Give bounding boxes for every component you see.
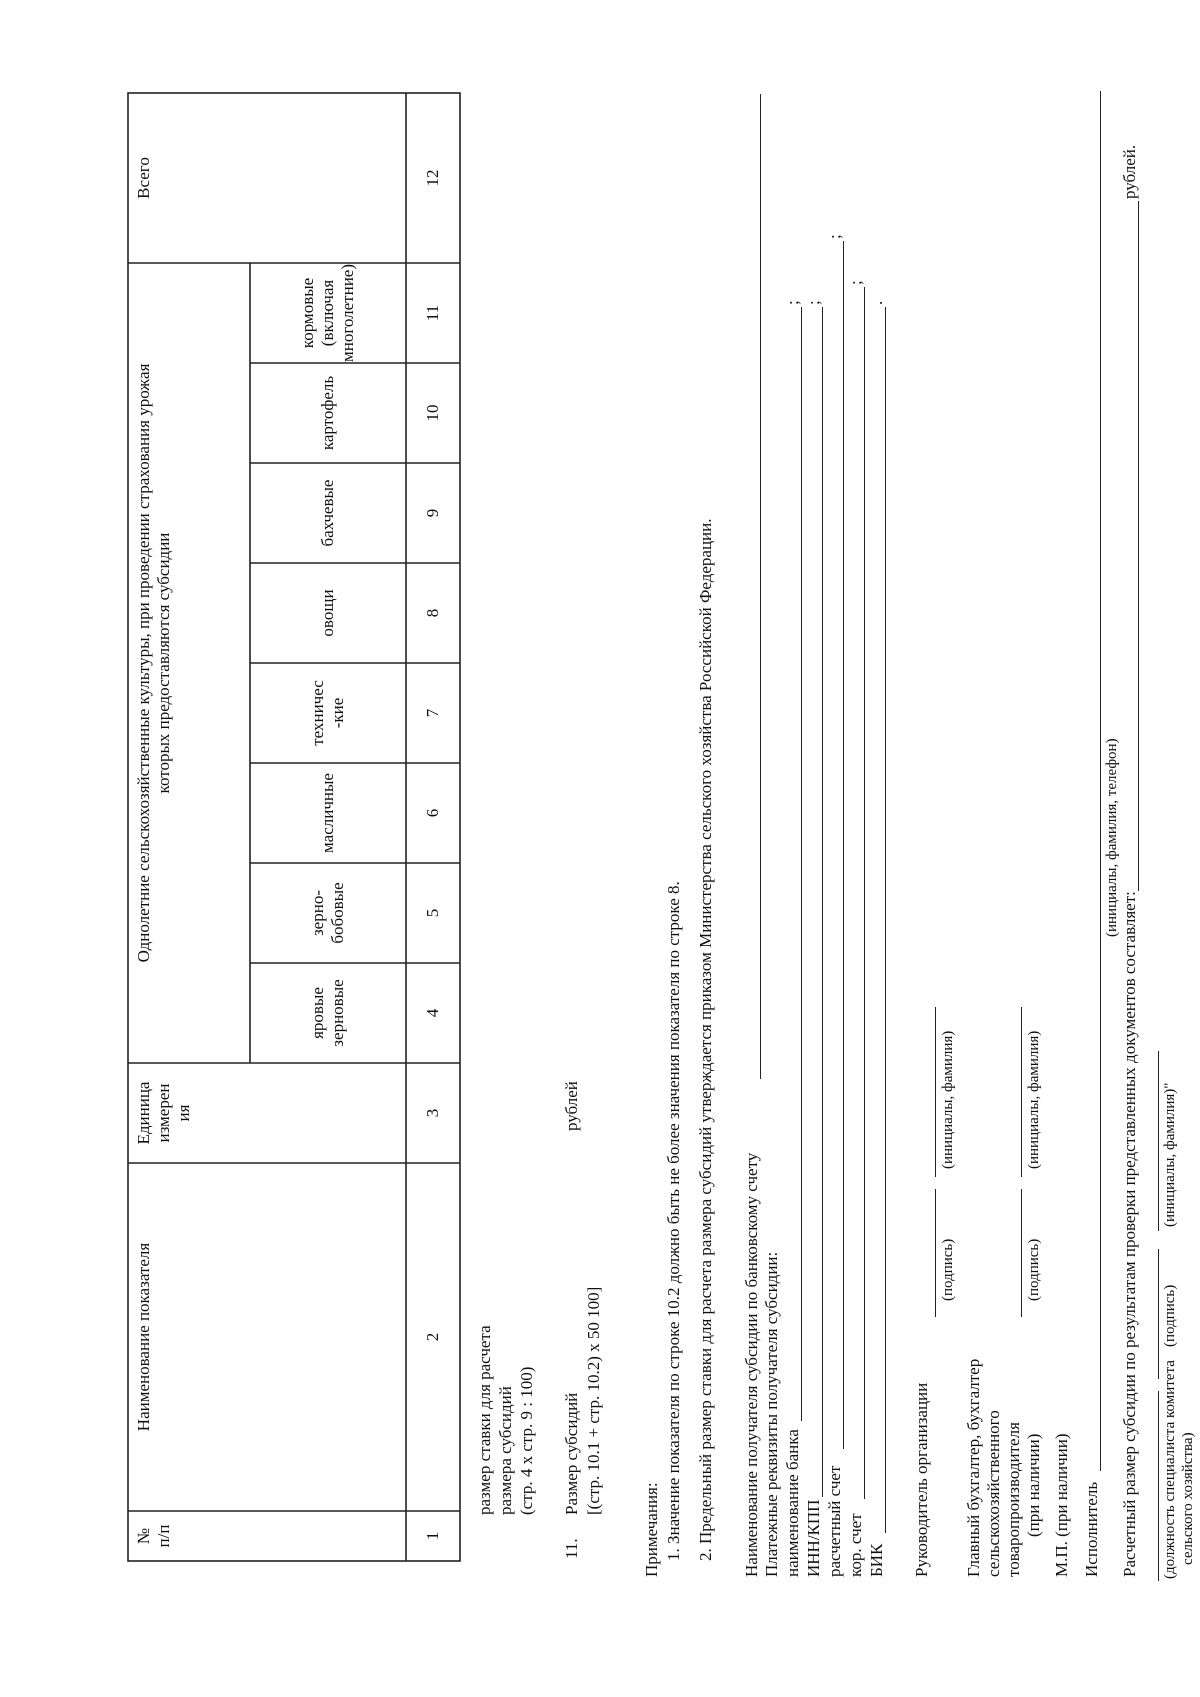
specialist-signature-caption: (подпись)	[1162, 1284, 1178, 1347]
col-number-10: 10	[423, 404, 442, 422]
final-amount-line	[1138, 201, 1139, 891]
recipient-line	[760, 94, 761, 1079]
rate-line-3: (стр. 4 х стр. 9 : 100)	[517, 1366, 536, 1515]
col-number-7: 7	[423, 708, 442, 718]
specialist-line	[1158, 1391, 1159, 1581]
corr-account-semicolon: ;	[846, 280, 865, 285]
chief-initials-caption: (инициалы, фамилия)	[1026, 1030, 1042, 1169]
header-legumes: зерно- бобовые	[308, 882, 347, 944]
chief-line-3: товаропроизводителя	[1004, 1422, 1023, 1577]
rate-line-2: размера субсидий	[496, 1386, 515, 1515]
header-technical: техничес -кие	[308, 680, 347, 746]
executor-caption: (инициалы, фамилия, телефон)	[1104, 738, 1120, 937]
account-semicolon: ;	[825, 234, 844, 239]
bik-dot: .	[867, 300, 886, 305]
col-number-11: 11	[423, 304, 442, 322]
notes-title: Примечания:	[642, 1482, 661, 1577]
chief-signature-line	[1021, 1189, 1022, 1317]
inn-label: ИНН/КПП	[804, 1499, 823, 1577]
specialist-caption-1: (должность специалиста комитета	[1162, 1360, 1178, 1579]
note-2: 2. Предельный размер ставки для расчета размера субсидий утверждается приказом Министерства сельского хозяйства Российской Федерации.	[696, 518, 715, 1561]
item-11-formula: [(стр. 10.1 + стр. 10.2) х 50 100]	[584, 1286, 603, 1515]
col-number-1: 1	[423, 1531, 442, 1541]
item-11-unit: рублей	[562, 1081, 581, 1131]
account-label: расчетный счет	[825, 1465, 844, 1577]
header-oilseeds: масличные	[318, 773, 337, 853]
head-signature-line	[935, 1189, 936, 1317]
specialist-signature-line	[1158, 1249, 1159, 1379]
chief-initials-line	[1021, 1007, 1022, 1177]
bank-name-semicolon: ;	[783, 300, 802, 305]
chief-line-1: Главный бухгалтер, бухгалтер	[964, 1358, 983, 1577]
header-potato: картофель	[318, 375, 337, 451]
bank-name-line	[801, 307, 802, 1421]
header-crops-group: Однолетние сельскохозяйственные культуры, при проведении страхования урожая которых предоставляются субсидии	[134, 363, 173, 963]
header-vegetables: овощи	[318, 589, 337, 637]
specialist-initials-caption: (инициалы, фамилия)"	[1162, 1082, 1178, 1227]
stamp-label: М.П. (при наличии)	[1052, 1433, 1071, 1577]
col-number-5: 5	[423, 908, 442, 918]
col-number-2: 2	[423, 1332, 442, 1342]
executor-line	[1100, 91, 1101, 1471]
inn-semicolon: ;	[804, 300, 823, 305]
item-11-number: 11.	[562, 1538, 581, 1559]
header-melons: бахчевые	[318, 479, 337, 547]
col-number-8: 8	[423, 608, 442, 618]
specialist-initials-line	[1158, 1051, 1159, 1231]
head-initials-caption: (инициалы, фамилия)	[940, 1030, 956, 1169]
col-number-6: 6	[423, 808, 442, 818]
final-amount-label: Расчетный размер субсидии по результатам проверки представленных документов составляет:	[1120, 891, 1139, 1577]
bik-line	[885, 307, 886, 1533]
header-fodder: кормовые (включая многолетние)	[298, 263, 357, 363]
head-label: Руководитель организации	[912, 1382, 931, 1577]
col-number-3: 3	[423, 1108, 442, 1118]
head-signature-caption: (подпись)	[940, 1238, 956, 1301]
header-unit: Единица измерен ия	[134, 1081, 193, 1145]
executor-label: Исполнитель	[1082, 1481, 1101, 1577]
corr-account-line	[864, 287, 865, 1499]
specialist-caption-2: сельского хозяйства)	[1180, 1432, 1196, 1565]
final-amount-unit: рублей.	[1120, 144, 1139, 199]
chief-signature-caption: (подпись)	[1026, 1238, 1042, 1301]
corr-account-label: кор. счет	[846, 1513, 865, 1577]
header-col-number: № п/п	[134, 1524, 173, 1548]
header-spring-grain: яровые зерновые	[308, 979, 347, 1047]
header-indicator-name: Наименование показателя	[134, 1242, 153, 1432]
bank-name-label: наименование банка	[783, 1429, 802, 1577]
col-number-9: 9	[423, 508, 442, 518]
item-11-label: Размер субсидий	[562, 1392, 581, 1515]
recipient-label: Наименование получателя субсидии по банковскому счету	[742, 1152, 761, 1577]
col-number-4: 4	[423, 1008, 442, 1018]
requisites-label: Платежные реквизиты получателя субсидии:	[762, 1251, 781, 1577]
head-initials-line	[935, 1007, 936, 1177]
bik-label: БИК	[867, 1543, 886, 1577]
header-total: Всего	[134, 157, 153, 199]
note-1: 1. Значение показателя по строке 10.2 должно быть не более значения показателя по строке 8.	[664, 881, 683, 1561]
chief-line-4: (при наличии)	[1024, 1433, 1043, 1537]
inn-line	[822, 307, 823, 1497]
col-number-12: 12	[423, 169, 442, 187]
account-line	[843, 241, 844, 1449]
rate-line-1: размер ставки для расчета	[475, 1325, 494, 1515]
chief-line-2: сельскохозяйственного	[984, 1410, 1003, 1577]
